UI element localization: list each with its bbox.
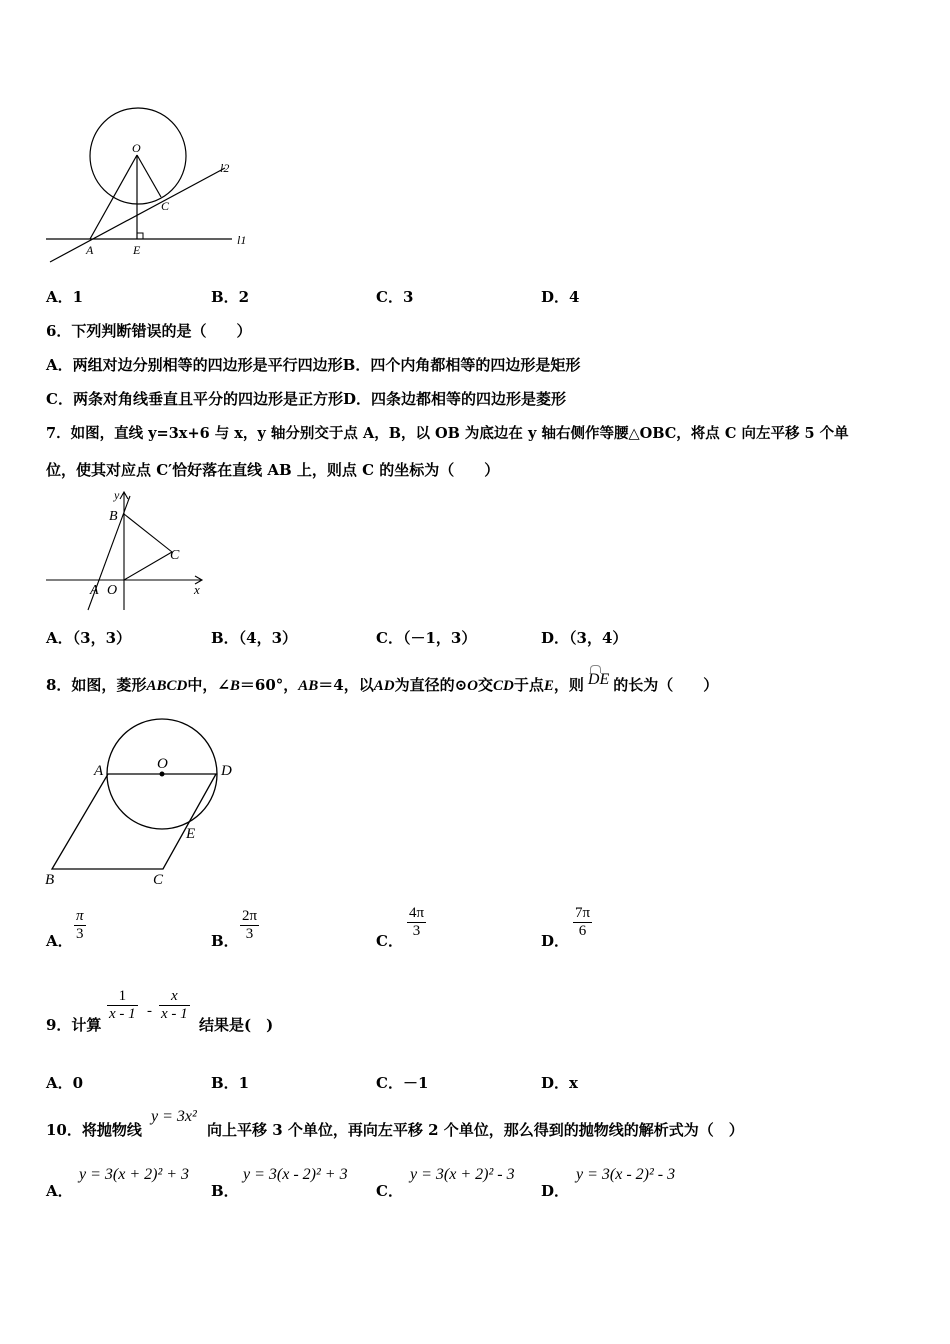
q7-option-a: A．（3，3） [46, 629, 132, 647]
q5-option-c: C．3 [376, 288, 414, 306]
q6-options-line1: A．两组对边分别相等的四边形是平行四边形B．四个内角都相等的四边形是矩形 [46, 356, 581, 374]
q7-option-c: C．（－1，3） [376, 629, 477, 647]
q9-fraction-1: 1 x - 1 [109, 988, 136, 1022]
q10-option-c-formula: y = 3(x + 2)² - 3 [410, 1166, 515, 1183]
q7-label-b: B [109, 509, 118, 524]
q8-arc-de: DE [588, 671, 609, 689]
q8-option-c-fraction: 4π 3 [409, 905, 425, 939]
q9-stem-suffix: 结果是( ) [199, 1016, 274, 1034]
q9-option-c: C．－1 [376, 1074, 429, 1092]
q8-stem [46, 671, 719, 695]
q8-option-a-fraction: π 3 [76, 908, 84, 942]
q9-stem-prefix: 9．计算 [46, 1016, 102, 1034]
q9-fraction-2: x x - 1 [161, 988, 188, 1022]
q6-options-line2: C．两条对角线垂直且平分的四边形是正方形D．四条边都相等的四边形是菱形 [46, 390, 566, 408]
q8-stem-suffix: 的长为（ ） [613, 676, 719, 694]
q8-b: B [229, 678, 240, 694]
q8-option-b-fraction: 2π 3 [242, 908, 258, 942]
q8-mid2: 为直径的⊙ [394, 676, 468, 694]
q10-stem-prefix: 10．将抛物线 [46, 1121, 142, 1139]
q8-option-c-letter: C． [376, 932, 403, 950]
q8-label-b: B [45, 872, 55, 888]
q7-stem-line2: 位，使其对应点 C′恰好落在直线 AB 上，则点 C 的坐标为（ ） [46, 461, 500, 479]
q5-label-a: A [86, 243, 94, 257]
q5-label-c: C [161, 199, 170, 213]
q5-option-d: D．4 [541, 288, 580, 306]
q9-option-a: A．0 [46, 1074, 84, 1092]
q7-option-b: B．（4，3） [211, 629, 298, 647]
q5-option-b: B．2 [211, 288, 250, 306]
q8-label-a: A [94, 763, 104, 779]
q7-option-d: D．（3，4） [541, 629, 628, 647]
q7-segment-bc [124, 514, 172, 552]
q10-option-b-formula: y = 3(x - 2)² + 3 [243, 1166, 348, 1183]
q8-abcd: ABCD [146, 678, 188, 694]
q8-ab: AB [298, 678, 319, 694]
q10-option-d-letter: D． [541, 1182, 570, 1200]
q8-option-a-letter: A． [46, 932, 73, 950]
q7-segment-oc [124, 552, 172, 580]
q5-right-angle-mark [137, 233, 143, 239]
q7-stem-line1: 7．如图，直线 y=3x+6 与 x，y 轴分别交于点 A，B，以 OB 为底边在 y 轴右侧作等腰△OBC，将点 C 向左平移 5 个单 [46, 425, 849, 442]
q9-option-b: B．1 [211, 1074, 250, 1092]
q8-label-d: D [221, 763, 232, 779]
q8-option-d-letter: D． [541, 932, 570, 950]
q7-label-x: x [194, 582, 200, 597]
q7-label-o: O [107, 583, 118, 598]
q7-label-y: y [114, 488, 120, 502]
q8-mid1: 中，∠ [187, 676, 230, 694]
q5-label-e: E [133, 243, 141, 257]
q5-label-l2: l2 [220, 161, 230, 175]
q7-label-a: A [90, 583, 99, 598]
q10-option-d-formula: y = 3(x - 2)² - 3 [576, 1166, 676, 1183]
q10-stem-suffix: 向上平移 3 个单位，再向左平移 2 个单位，那么得到的抛物线的解析式为（ ） [207, 1121, 744, 1139]
q5-label-o: O [132, 141, 141, 155]
q10-option-c-letter: C． [376, 1182, 403, 1200]
q7-label-c: C [170, 548, 180, 563]
q9-minus: - [147, 1003, 152, 1019]
q8-stem-prefix: 8．如图，菱形 [46, 676, 147, 694]
q8-ad: AD [373, 678, 395, 694]
q8-e: E [543, 678, 554, 694]
q8-label-c: C [153, 872, 164, 888]
q8-mid5: ，则 [553, 676, 584, 694]
q6-stem: 6．下列判断错误的是（ ） [46, 322, 252, 340]
q8-center-dot [160, 772, 165, 777]
q8-option-b-letter: B． [211, 932, 239, 950]
q8-option-d-fraction: 7π 6 [575, 905, 591, 939]
q5-segment-oc [137, 155, 161, 197]
q8-label-o: O [157, 756, 168, 772]
q10-option-a-letter: A． [46, 1182, 73, 1200]
q10-formula: y = 3x² [151, 1108, 197, 1125]
q8-eq4: ＝4，以 [318, 676, 374, 694]
q10-option-a-formula: y = 3(x + 2)² + 3 [79, 1166, 190, 1183]
q8-eq60: ＝60°， [239, 676, 299, 694]
q5-figure [40, 100, 270, 270]
q7-figure [44, 488, 209, 613]
q8-o: O [467, 678, 478, 694]
q5-segment-oa [90, 155, 137, 239]
q10-option-b-letter: B． [211, 1182, 239, 1200]
q8-mid4: 于点 [513, 676, 544, 694]
q8-figure [40, 712, 250, 892]
q8-mid3: 交 [478, 676, 494, 694]
q8-cd: CD [493, 678, 514, 694]
q5-option-a: A．1 [46, 288, 84, 306]
q5-label-l1: l1 [237, 233, 247, 247]
q8-label-e: E [186, 826, 196, 842]
q9-option-d: D．x [541, 1074, 578, 1092]
